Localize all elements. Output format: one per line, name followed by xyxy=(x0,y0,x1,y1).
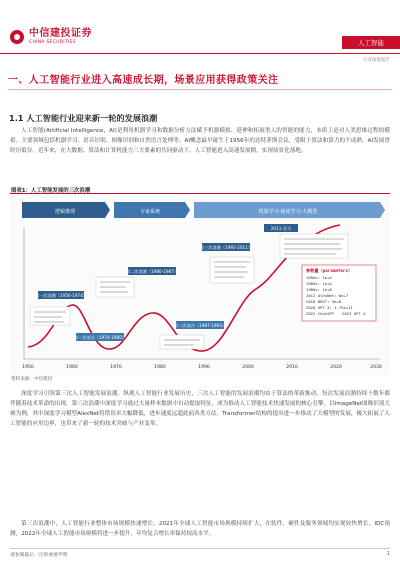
event-line-1: 1950s: 1e+4 xyxy=(306,275,332,280)
page-header xyxy=(0,0,400,63)
subsection-title: 1.1 人工智能行业迎来新一轮的发展浪潮 xyxy=(9,113,158,123)
wave2-label: 第二次浪潮（1980-1987） xyxy=(125,269,179,274)
event-line-8: 2023 GPT-4 xyxy=(342,311,366,316)
brand-logo xyxy=(10,26,130,48)
year-tick: 1960 xyxy=(66,365,78,370)
ai-waves-figure xyxy=(10,197,390,375)
year-tick: 1970 xyxy=(110,365,122,370)
wave3-label: 第三次浪潮（1993-2011） xyxy=(199,245,253,250)
year-tick: 2030 xyxy=(370,365,382,370)
paragraph-2: 深度学习引领第三次人工智能发展浪潮。纵观人工智能行业发展历史，三次人工智能的发展浪潮均由于算法的革新推动，每次发展浪潮持续十数年都伴随着技术革命的出现。第三次浪潮中深度学习通过大量样本数据中自动提取特征，成为推动人工智能技术快速发展的核心引擎。以ImageNet图像识别大赛为例，其中深度学习模型AlexNet将错误率大幅降低，进步速度远超此前各类方法。Transformer结构的提出进一步推动了大模型的发展，极大拓展了人工智能的应用边界，也带来了新一轮的技术突破与产业变革。 xyxy=(10,391,390,427)
footer-disclaimer: 请参阅最后一页的重要声明 xyxy=(10,553,68,558)
band-label-logic: 逻辑推理 xyxy=(54,209,76,215)
wave4-label: 2011-至今 xyxy=(270,226,292,231)
year-tick: 2010 xyxy=(286,365,298,370)
event-box xyxy=(302,265,376,321)
event-box-title: 参数量（parameters） xyxy=(306,268,353,273)
event-line-7: 2022 ChatGPT xyxy=(306,311,335,316)
band-label-expert: 专家系统 xyxy=(139,209,161,215)
year-tick: 1990 xyxy=(198,365,210,370)
category-tag: 人工智能 xyxy=(342,36,400,49)
year-tick: 1950 xyxy=(22,365,34,370)
section-title: 一、人工智能行业进入高速成长期，场景应用获得政策关注 xyxy=(8,75,279,86)
wave1-label: 第一次浪潮（1956-1974） xyxy=(34,293,88,298)
year-tick: 1980 xyxy=(154,365,166,370)
year-tick: 2000 xyxy=(242,365,254,370)
figure-title: 图表1：人工智能发展的三次浪潮 xyxy=(11,188,91,194)
page-number: 1 xyxy=(386,551,390,557)
logo-icon xyxy=(10,30,24,44)
section-divider xyxy=(8,89,392,90)
event-line-5: 2018 BERT: 3e+8 xyxy=(306,299,342,304)
footer-divider xyxy=(10,548,390,549)
wave1-low-label: 第一次低谷（1974-1980） xyxy=(73,335,127,340)
event-line-4: 2012 AlexNet: 6e+7 xyxy=(306,293,349,298)
event-line-2: 1960s: 1e+5 xyxy=(306,281,332,286)
band-group xyxy=(22,202,385,218)
wave2-low-label: 第二次低谷（1987-1993） xyxy=(173,323,227,328)
year-tick: 2020 xyxy=(330,365,342,370)
paragraph-3: 第三次浪潮中，人工智能行业整体市场规模快速增长。2021年全球人工智能市场规模持续扩大，在软件、硬件及服务领域均实现较快增长。IDC预测，2022年全球人工智能市场规模将进一步提升，年均复合增长率保持较高水平。 xyxy=(10,521,390,537)
paragraph-1: 人工智能(Artificial Intelligence，AI)是利用机器学习和数据分析方法赋予机器模拟、延伸和拓展类人的智能的能力，本质上是对人类思维过程的模拟。主要领域包括机器学习、语音识别、图像识别和自然语言处理等。AI概念最早诞生于1956年的达特茅斯会议，受限于算法和算力的不成熟，AI发展曾经历低谷。近年来，在大数据、算法和计算机能力三大要素的共同驱动下，人工智能进入高速发展期，实现场景化落地。 xyxy=(10,128,390,154)
logo-cn-text: 中信建投证券 xyxy=(29,27,92,39)
logo-en-text: CHINA SECURITIES xyxy=(29,39,76,45)
figure-source: 资料来源：中信建投 xyxy=(11,377,53,382)
figure-divider xyxy=(10,193,390,194)
band-label-ml: 机器学习-深度学习-大模型 xyxy=(258,209,318,215)
event-line-6: 2020 GPT-3: 1.75e+11 xyxy=(306,305,353,310)
report-type: 行业深度报告 xyxy=(363,58,390,63)
header-divider xyxy=(0,53,400,54)
event-line-3: 1980s: 1e+6 xyxy=(306,287,332,292)
